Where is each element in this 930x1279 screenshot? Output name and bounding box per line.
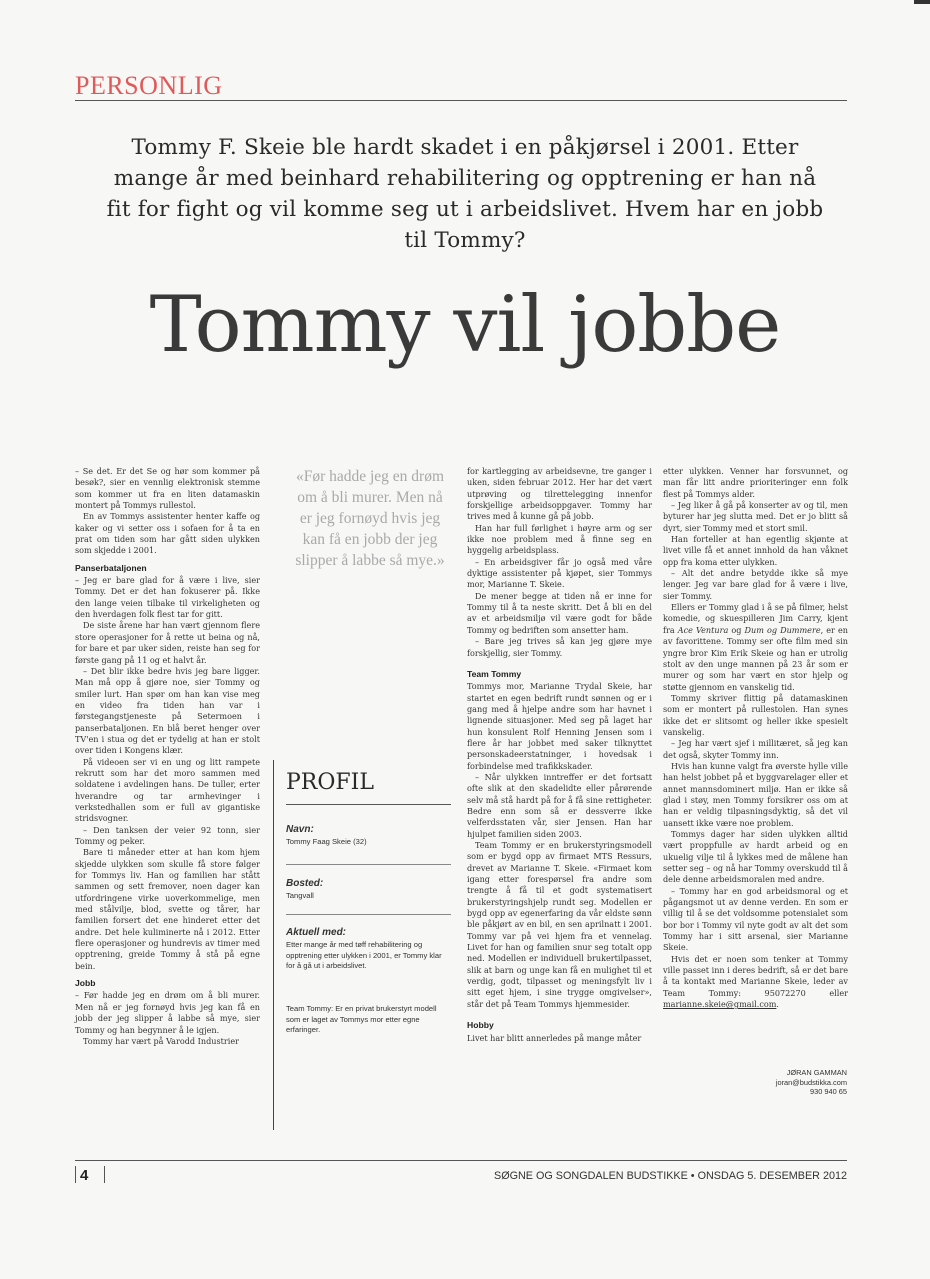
paragraph: På videoen ser vi en ung og litt rampete rekrutt som har det moro sammen med soldatene i avdelingen hans. De tuller, erter hverandre og tar armhevinger i verkstedhallen som er full av gigantiske stridsvogner. (75, 756, 260, 824)
paragraph: Livet har blitt annerledes på mange måter (467, 1032, 642, 1043)
page-number-divider (104, 1166, 105, 1183)
film-title: Dum og Dummere (744, 624, 821, 635)
subheading: Jobb (75, 978, 96, 989)
paragraph: – Se det. Er det Se og hør som kommer på besøk?, sier en vennlig elektronisk stemme som kommer ut fra en liten datamaskin montert på Tommys rullestol. (75, 466, 260, 511)
text-span: og (728, 624, 745, 635)
footer-rule (75, 1160, 847, 1161)
scan-edge-mark (914, 0, 930, 4)
text-span: , er en av favorittene. Tommy ser ofte film med sin yngre bror Kim Erik Skeie og han er utrolig stolt av den unge mannen på 23 år som er murer og som har vært en stor hjelp og støtte gjennom en vanskelig tid. (663, 624, 849, 692)
profile-team-value: Team Tommy: Er en privat brukerstyrt modell som er laget av Tommys mor etter egne erfaringer. (286, 1004, 437, 1034)
paragraph: Tommy har vært på Varodd Industrier (83, 1035, 240, 1046)
footer-publication: SØGNE OG SONGDALEN BUDSTIKKE • ONSDAG 5. DESEMBER 2012 (494, 1170, 847, 1182)
article-column-4 (663, 466, 848, 1011)
byline-email: joran@budstikka.com (775, 1077, 847, 1087)
contact-email-link[interactable]: marianne.skeie@gmail.com (663, 999, 777, 1010)
paragraph: – Det blir ikke bedre hvis jeg bare ligger. Man må opp å gjøre noe, sier Tommy og smiler lurt. Han spør om han kan vise meg en video fra tiden han var i førstegangstjeneste på Setermoen i panserbataljonen. En blå beret henger over TV'en i stua og det er tydelig at han er stolt over tiden i Kongens klær. (75, 665, 260, 756)
paragraph: Bare ti måneder etter at han kom hjem skjedde ulykken som skulle få store følger for Tommys liv. Han og familien har stått sammen og sett fremover, noen dager kan utfordringene virke uoverkommelige, men med stålvilje, blod, svette og tårer, har familien forsert det ene hinderet etter det andre. Det hele kuliminerte nå i 2012. Etter flere operasjoner og hundrevis av timer med opptrening, greide Tommy å stå på egne bein. (75, 847, 260, 971)
paragraph: Tommys dager har siden ulykken alltid vært proppfulle av hardt arbeid og en ukuelig vilje til å lykkes med de målene han setter seg – og nå har Tommy overskudd til å dele denne arbeidsmoralen med andre. (663, 829, 848, 885)
profile-rule (286, 804, 451, 805)
paragraph: – Før hadde jeg en drøm om å bli murer. Men nå er jeg fornøyd hvis jeg kan få en jobb der jeg slipper å labbe så mye, sier Tommy og han begynner å le igjen. (75, 990, 260, 1035)
profile-box (273, 760, 454, 1130)
subheading: Team Tommy (467, 668, 522, 679)
section-label: PERSONLIG (75, 71, 223, 100)
profile-current-label: Aktuell med: (286, 927, 347, 938)
subheading: Panserbataljonen (75, 562, 147, 573)
profile-home-value: Tangvall (286, 891, 314, 900)
profile-name-value: Tommy Faag Skeie (32) (286, 837, 367, 846)
section-rule (75, 100, 847, 101)
profile-name (286, 824, 449, 848)
paragraph: for kartlegging av arbeidsevne, tre ganger i uken, siden februar 2012. Her har det vært utprøving og tilrettelegging innenfor forskjellige arbeidsoppgaver. Tommy har trives med å kunne gå på jobb. (467, 466, 652, 522)
paragraph: De siste årene har han vært gjennom flere store operasjoner for å rette ut beina og nå, for bare et par uker siden, reiste han seg for første gang på 11 og et halvt år. (75, 620, 260, 665)
paragraph: Team Tommy er en brukerstyringsmodell som er bygd opp av firmaet MTS Ressurs, drevet av Marianne T. Skeie. «Firmaet kom igang etter forespørsel fra andre som trengte å få til et godt systematisert brukerstyringshjelp rundt seg. Modellen er bygd opp av egenerfaring da vår eldste sønn ble påkjørt av en bil, en sen aprilnatt i 2001. Tommy var på vei hjem fra et vennelag. Livet for han og familien snur seg totalt opp ned. Modellen er individuell brukertilpasset, slik at barn og unge kan få en mulighet til et verdig, godt, tilpasset og meningsfylt liv i sitt eget hjem, i sine trygge omgivelser», står det på Team Tommys hjemmesider. (467, 840, 652, 1009)
film-title: Ace Ventura (677, 624, 729, 635)
profile-home-label: Bosted: (286, 878, 324, 889)
paragraph: Han forteller at han egentlig skjønte at livet ville få et annet innhold da han våknet opp fra koma etter ulykken. (663, 534, 848, 567)
paragraph: – Tommy har en god arbeidsmoral og et pågangsmot ut av denne verden. En som er villig til å se det voldsomme potensialet som bor bor i Tommy vil nyte godt av alt det som Tommy har i sitt arsenal, sier Marianne Skeie. (663, 885, 848, 953)
text-span: Hvis det er noen som tenker at Tommy ville passet inn i deres bedrift, så er det bare å ta kontakt med Marianne Skeie, leder av Team Tommy: 95072270 eller (663, 953, 848, 998)
paragraph: – Jeg liker å gå på konserter av og til, men byturer har jeg slutta med. Det er jo blitt så dyrt, sier Tommy med et stort smil. (663, 500, 848, 533)
page-number: 4 (80, 1167, 89, 1184)
byline-phone: 930 940 65 (810, 1087, 847, 1097)
profile-divider (286, 914, 451, 915)
lead-paragraph: Tommy F. Skeie ble hardt skadet i en påkjørsel i 2001. Etter mange år med beinhard rehabilitering og opptrening er han nå fit for fight og vil komme seg ut i arbeidslivet. Hvem har en jobb til Tommy? (106, 135, 824, 253)
profile-home (286, 878, 449, 902)
paragraph-films (663, 602, 848, 693)
headline: Tommy vil jobbe (149, 280, 781, 370)
paragraph: – Alt det andre betydde ikke så mye lenger. Jeg var bare glad for å være i live, sier Tommy. (663, 568, 848, 601)
paragraph: etter ulykken. Venner har forsvunnet, og man får litt andre prioriteringer enn folk flest på Tommys alder. (663, 466, 848, 499)
byline-name: JØRAN GAMMAN (786, 1068, 847, 1077)
profile-divider (286, 864, 451, 865)
paragraph: Tommys mor, Marianne Trydal Skeie, har startet en egen bedrift rundt sønnen og er i gang med å hjelpe andre som har havnet i lignende situasjoner. Med seg på laget har hun konsulent Rolf Henning Jensen som i flere år har jobbet med saker tilknyttet personskadeerstatninger, i hovedsak i forbindelse med trafikkskader. (467, 681, 652, 771)
profile-current-value: Etter mange år med tøff rehabilitering og opptrening etter ulykken i 2001, er Tommy klar for å gå ut i arbeidslivet. (286, 940, 442, 970)
profile-current (286, 927, 449, 972)
subheading: Hobby (467, 1020, 494, 1031)
profile-team (286, 1004, 449, 1036)
paragraph: Tommy skriver flittig på datamaskinen som er montert på rullestolen. Han synes ikke det er slitsomt og heller ikke spesielt vanskelig. (663, 692, 848, 737)
paragraph: – Når ulykken inntreffer er det fortsatt ofte slik at den skadelidte eller pårørende selv må stå hardt på for å få sine rettigheter. Bedre enn som så er dessverre ikke velferdsstaten vår, sier Jensen. Han har hjulpet familien siden 2003. (467, 771, 652, 839)
paragraph: – En arbeidsgiver får jo også med våre dyktige assistenter på kjøpet, sier Tommys mor, Marianne T. Skeie. (467, 556, 652, 590)
paragraph: De mener begge at tiden nå er inne for Tommy til å ta neste skritt. Det å bli en del av et arbeidsmiljø vil være godt for både Tommy og bedriften som ansetter ham. (467, 590, 652, 635)
paragraph: – Jeg er bare glad for å være i live, sier Tommy. Det er det han fokuserer på. Ikke den lange veien tilbake til virkeligheten og den hverdagen folk flest tar for gitt. (75, 575, 260, 620)
page-number-divider (75, 1166, 76, 1183)
paragraph: – Jeg har vært sjef i millitæret, så jeg kan det også, skyter Tommy inn. (663, 738, 848, 760)
paragraph: – Den tanksen der veier 92 tonn, sier Tommy og peker. (75, 824, 260, 846)
pull-quote: «Før hadde jeg en drøm om å bli murer. Men nå er jeg fornøyd hvis jeg kan få en jobb der jeg slipper å labbe så mye.» (295, 468, 445, 569)
profile-name-label: Navn: (286, 824, 314, 835)
paragraph: – Bare jeg trives så kan jeg gjøre mye forskjellig, sier Tommy. (467, 636, 652, 658)
paragraph: Han har full førlighet i høyre arm og ser ikke noe problem med å finne seg en hyggelig arbeidsplass. (467, 522, 652, 556)
text-span: Ellers er Tommy glad i å se på filmer, helst komedie, og skuespilleren Jim Carry, kjent fra (663, 602, 848, 635)
profile-title: PROFIL (286, 770, 374, 795)
article-column-3 (467, 466, 652, 1044)
paragraph: En av Tommys assistenter henter kaffe og kaker og vi setter oss i sofaen for å ta en prat om tiden som har gått siden ulykken som skjedde i 2001. (75, 511, 260, 556)
article-column-1 (75, 466, 260, 1047)
paragraph: Hvis han kunne valgt fra øverste hylle ville han helst jobbet på et byggvarelager eller et annet mannsdominert miljø. Han er ikke så glad i støy, men Tommy forsikrer oss om at han er veldig tilpasningsdyktig, så det vil uansett ikke være noe problem. (663, 760, 848, 828)
paragraph-contact (663, 954, 848, 1011)
byline (700, 1068, 847, 1097)
text-span: . (776, 999, 779, 1010)
